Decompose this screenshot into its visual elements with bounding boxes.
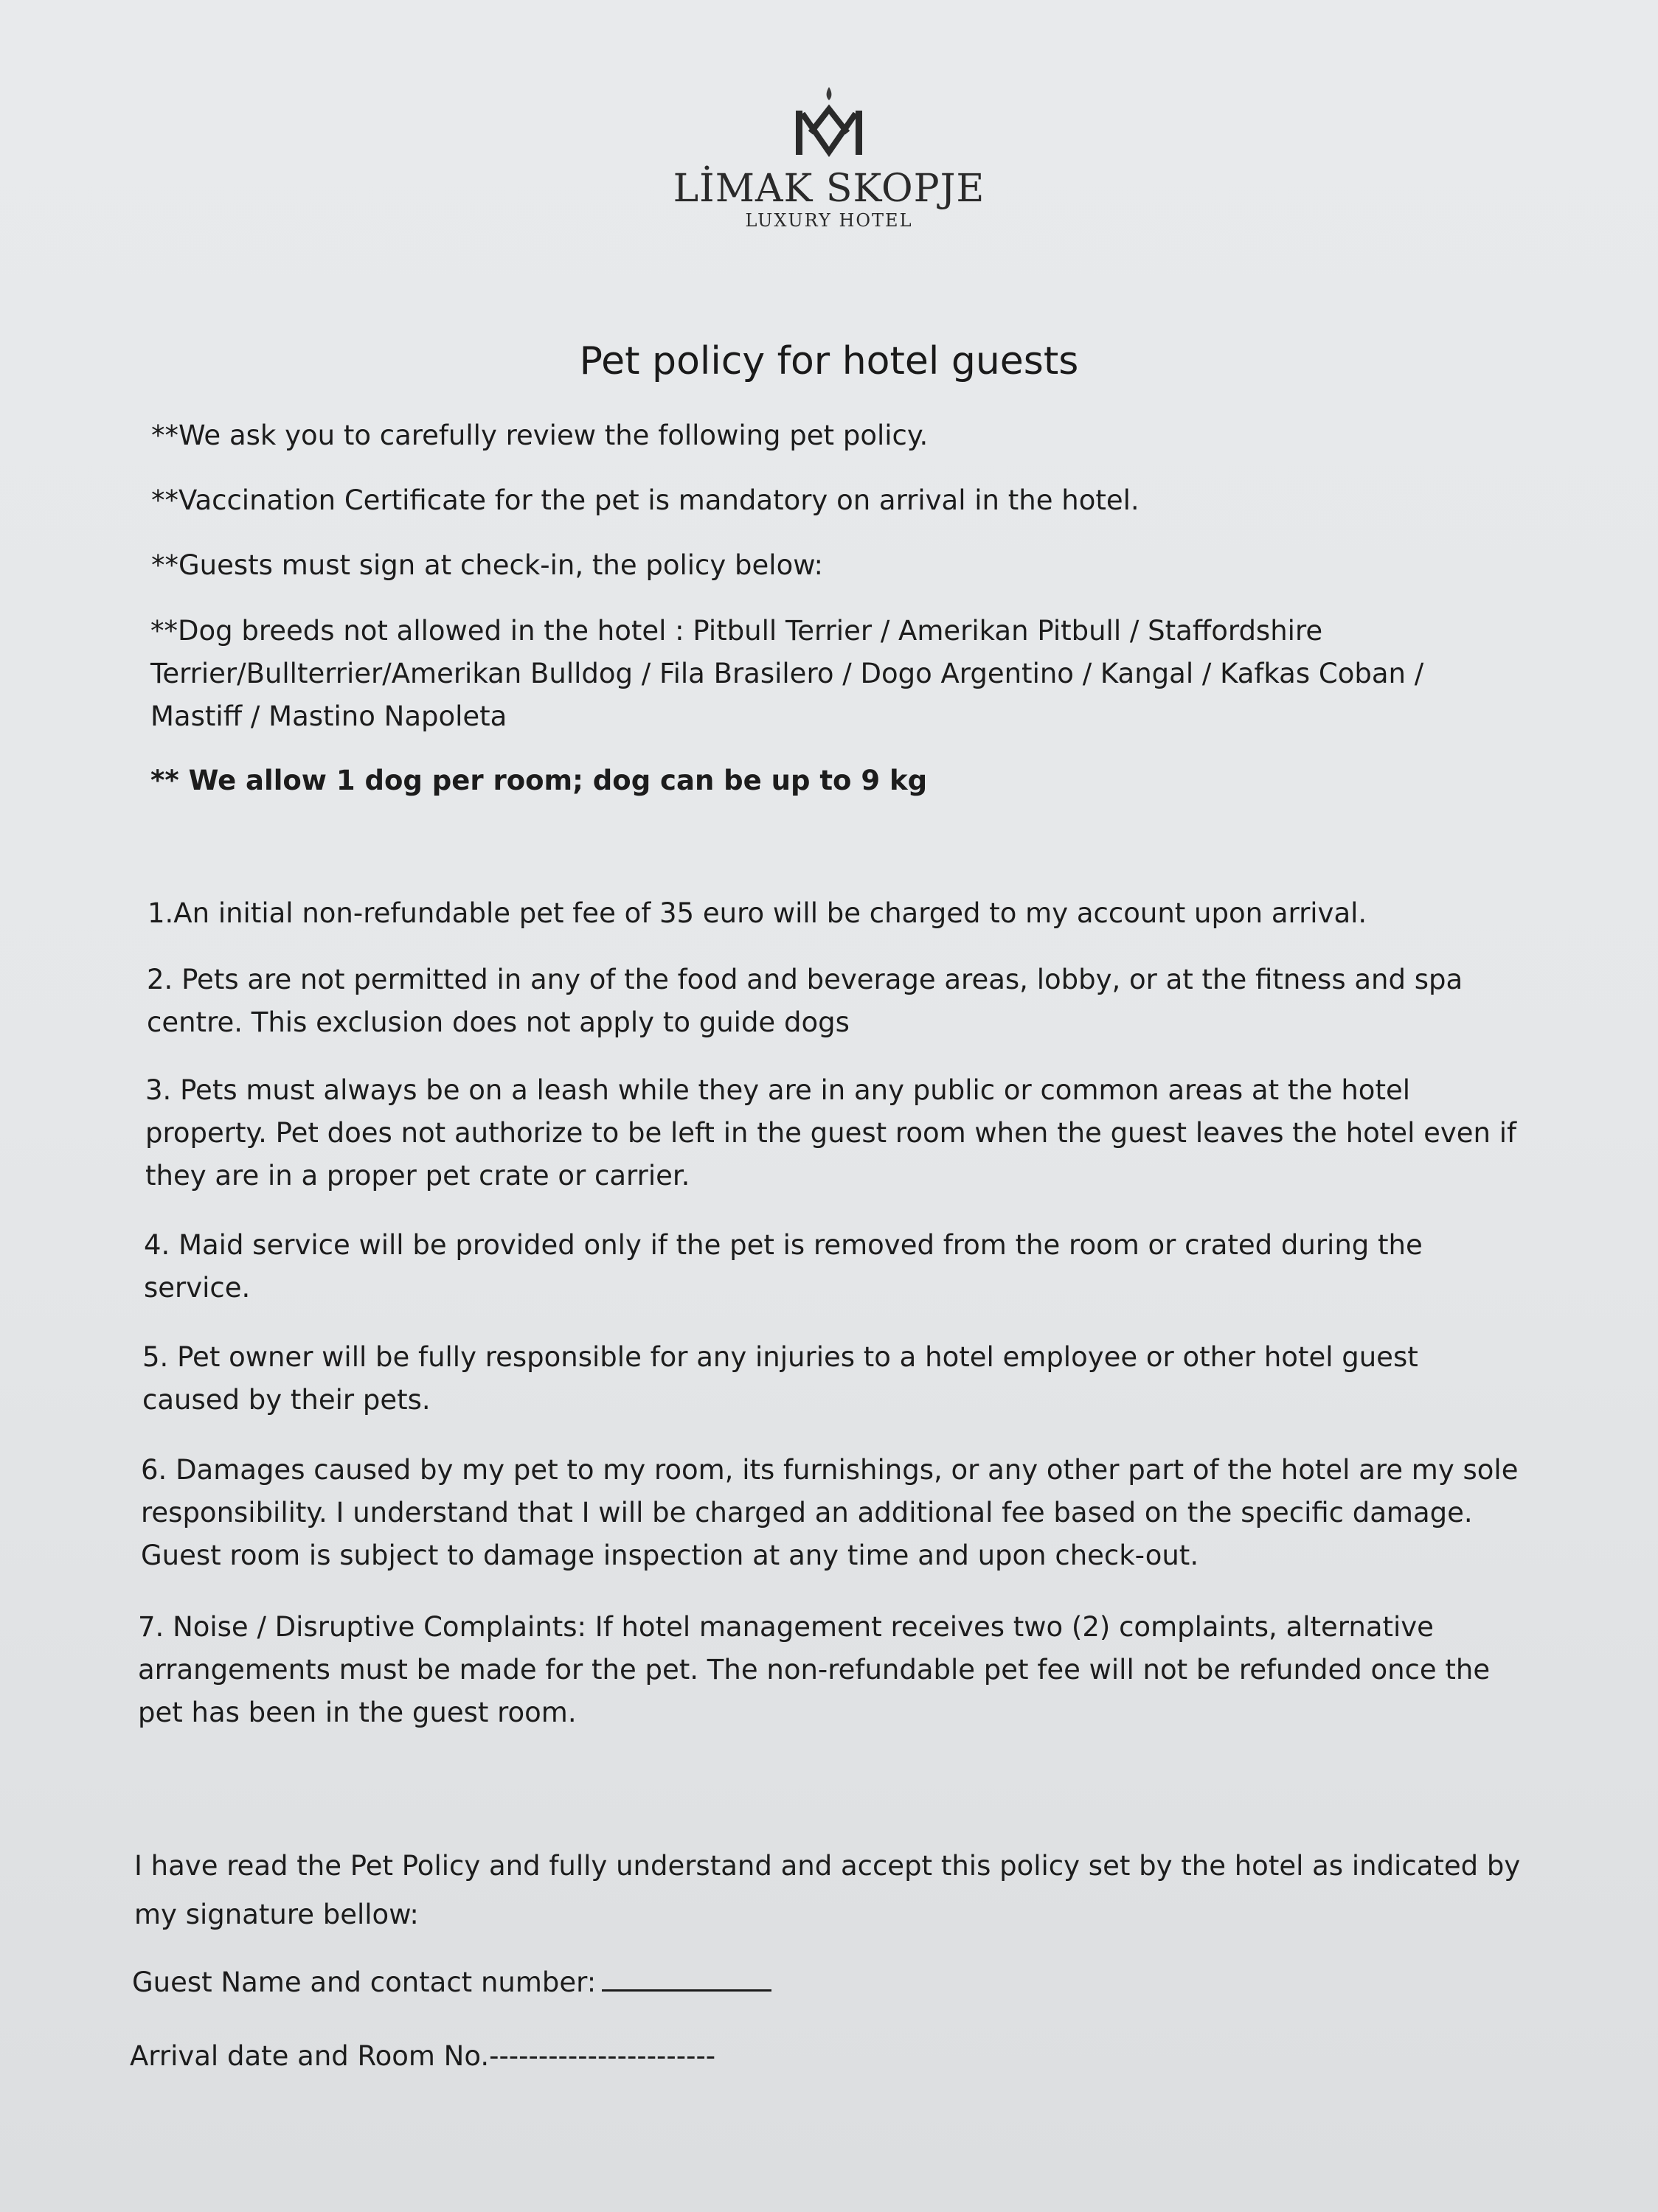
intro-3: **Guests must sign at check-in, the policy below: xyxy=(151,549,823,581)
acceptance-statement xyxy=(134,1842,1520,1939)
rule-line: arrangements must be made for the pet. The non-refundable pet fee will not be refunded once the xyxy=(138,1654,1491,1686)
acceptance-line: my signature bellow: xyxy=(134,1899,419,1930)
hotel-logo xyxy=(0,81,1658,232)
rule-3 xyxy=(145,1069,1516,1197)
breeds-paragraph xyxy=(150,610,1423,738)
rule-line: responsibility. I understand that I will be charged an additional fee based on the specific damage. xyxy=(141,1497,1473,1528)
rule-line: 3. Pets must always be on a leash while they are in any public or common areas at the hotel xyxy=(145,1074,1410,1106)
intro-2: **Vaccination Certificate for the pet is mandatory on arrival in the hotel. xyxy=(151,484,1140,516)
rule-line: Guest room is subject to damage inspection at any time and upon check-out. xyxy=(141,1540,1199,1571)
guest-name-field[interactable] xyxy=(132,1961,771,2004)
rule-line: 1.An initial non-refundable pet fee of 35 euro will be charged to my account upon arrival. xyxy=(148,897,1367,929)
acceptance-line: I have read the Pet Policy and fully understand and accept this policy set by the hotel as indicated by xyxy=(134,1850,1521,1882)
rule-line: centre. This exclusion does not apply to guide dogs xyxy=(147,1006,850,1038)
rule-1 xyxy=(148,892,1367,935)
rule-line: 2. Pets are not permitted in any of the food and beverage areas, lobby, or at the fitness and spa xyxy=(147,964,1463,995)
rule-5 xyxy=(142,1336,1418,1422)
rule-line: property. Pet does not authorize to be left in the guest room when the guest leaves the hotel even if xyxy=(145,1117,1517,1149)
rule-line: 7. Noise / Disruptive Complaints: If hotel management receives two (2) complaints, alternative xyxy=(138,1611,1434,1643)
crown-w-logo-icon xyxy=(788,81,870,162)
rule-line: 4. Maid service will be provided only if the pet is removed from the room or crated during the xyxy=(144,1229,1423,1261)
rule-line: 5. Pet owner will be fully responsible for any injuries to a hotel employee or other hotel guest xyxy=(142,1341,1418,1373)
rule-6 xyxy=(141,1449,1518,1577)
page-title: Pet policy for hotel guests xyxy=(579,339,1079,383)
guest-name-label: Guest Name and contact number: xyxy=(132,1966,597,1998)
breeds-line: **Dog breeds not allowed in the hotel : Pitbull Terrier / Amerikan Pitbull / Staffordshire xyxy=(150,615,1323,647)
allowance-note: ** We allow 1 dog per room; dog can be up to 9 kg xyxy=(150,765,928,796)
rule-line: caused by their pets. xyxy=(142,1384,431,1416)
rule-line: service. xyxy=(144,1272,251,1304)
rule-line: they are in a proper pet crate or carrier. xyxy=(145,1160,690,1192)
arrival-field[interactable] xyxy=(130,2035,715,2078)
rule-line: 6. Damages caused by my pet to my room, its furnishings, or any other part of the hotel are my sole xyxy=(141,1454,1519,1486)
guest-name-blank[interactable] xyxy=(602,1964,771,1992)
hotel-name: LİMAK SKOPJE xyxy=(673,167,985,211)
breeds-line: Terrier/Bullterrier/Amerikan Bulldog / Fila Brasilero / Dogo Argentino / Kangal / Kafkas Coban / xyxy=(150,658,1424,689)
rule-2 xyxy=(147,959,1463,1044)
breeds-line: Mastiff / Mastino Napoleta xyxy=(150,700,507,732)
hotel-subtitle: LUXURY HOTEL xyxy=(745,210,913,231)
arrival-label: Arrival date and Room No.----------------------- xyxy=(130,2040,716,2072)
rule-4 xyxy=(144,1224,1423,1310)
intro-1: **We ask you to carefully review the following pet policy. xyxy=(151,420,929,451)
rule-line: pet has been in the guest room. xyxy=(138,1697,577,1728)
rule-7 xyxy=(138,1606,1490,1734)
